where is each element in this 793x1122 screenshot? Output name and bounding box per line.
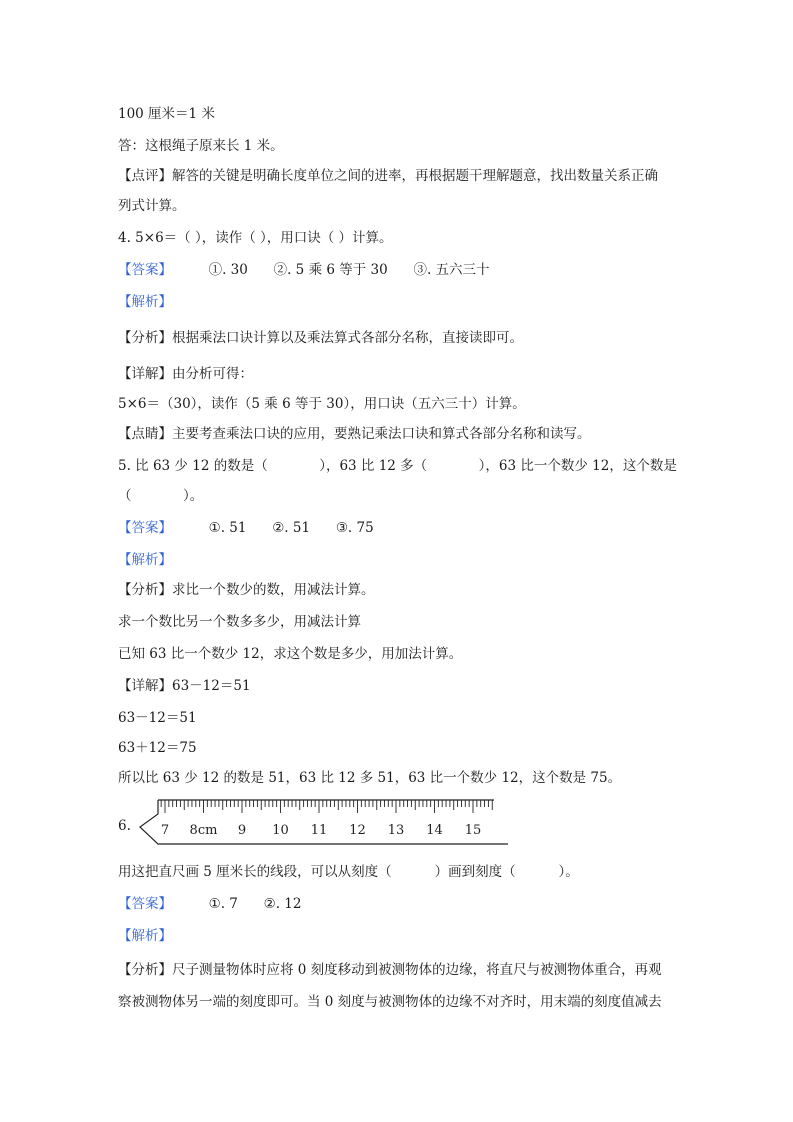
comment-line: 【点评】解答的关键是明确长度单位之间的进率，再根据题干理解题意，找出数量关系正确 <box>118 168 658 184</box>
calc-line: 63＋12＝75 <box>118 740 197 756</box>
answer-label: 【答案】 <box>118 896 172 912</box>
conclusion-line: 所以比 63 少 12 的数是 51，63 比 12 多 51，63 比一个数少 12，这个数是 75。 <box>118 770 622 786</box>
answer-6 <box>118 894 301 914</box>
question-4: 4. 5×6＝（ ），读作（ ），用口诀（ ）计算。 <box>118 230 393 246</box>
answer-label: 【答案】 <box>118 262 172 278</box>
analysis-line: 求一个数比另一个数多多少，用减法计算 <box>118 614 361 630</box>
ruler-label: 11 <box>310 823 328 838</box>
calc-line: 63－12＝51 <box>118 710 197 726</box>
answer-body: ①. 7 ②. 12 <box>208 896 302 912</box>
analysis-line: 已知 63 比一个数少 12，求这个数是多少，用加法计算。 <box>118 646 463 662</box>
ruler-label: 14 <box>426 823 443 838</box>
text-line: 列式计算。 <box>118 198 186 214</box>
analysis-line: 【分析】根据乘法口诀计算以及乘法算式各部分名称，直接读即可。 <box>118 330 523 346</box>
calc-line: 5×6＝（30），读作（5 乘 6 等于 30），用口诀（五六三十）计算。 <box>118 396 526 412</box>
answer-body: ①. 51 ②. 51 ③. 75 <box>208 520 374 536</box>
ruler-ticks <box>161 800 492 813</box>
text-line: 答：这根绳子原来长 1 米。 <box>118 138 284 154</box>
analysis-label: 【解析】 <box>118 928 172 944</box>
analysis-line: 【分析】尺子测量物体时应将 0 刻度移动到被测物体的边缘，将直尺与被测物体重合，再观 <box>118 962 662 978</box>
text-line: 100 厘米＝1 米 <box>118 106 215 122</box>
detail-line: 【详解】由分析可得： <box>118 366 253 382</box>
ruler-label: 8cm <box>189 823 218 838</box>
ruler-label: 7 <box>160 823 170 838</box>
analysis-line: 【分析】求比一个数少的数，用减法计算。 <box>118 582 375 598</box>
question-5-cont: （ ）。 <box>118 488 204 504</box>
answer-label: 【答案】 <box>118 520 172 536</box>
answer-5 <box>118 518 374 538</box>
ruler-label: 10 <box>272 823 289 838</box>
ruler-label: 15 <box>464 823 482 838</box>
analysis-line: 察被测物体另一端的刻度即可。当 0 刻度与被测物体的边缘不对齐时，用末端的刻度值减去 <box>118 994 662 1010</box>
answer-4 <box>118 260 490 280</box>
question-6-number: 6. <box>118 818 131 834</box>
analysis-label: 【解析】 <box>118 294 172 310</box>
ruler-image <box>118 792 508 852</box>
ruler-labels <box>161 823 481 838</box>
ruler-label: 9 <box>237 823 247 838</box>
detail-line: 【详解】63－12＝51 <box>118 678 251 694</box>
question-5: 5. 比 63 少 12 的数是（ ），63 比 12 多（ ），63 比一个数少 12，这个数是 <box>118 458 677 474</box>
note-line: 【点睛】主要考查乘法口诀的应用，要熟记乘法口诀和算式各部分名称和读写。 <box>118 426 591 442</box>
answer-body: ①. 30 ②. 5 乘 6 等于 30 ③. 五六三十 <box>208 262 490 278</box>
analysis-label: 【解析】 <box>118 552 172 568</box>
question-6: 用这把直尺画 5 厘米长的线段，可以从刻度（ ）画到刻度（ ）。 <box>118 864 579 880</box>
ruler-label: 12 <box>349 823 366 838</box>
ruler-label: 13 <box>387 823 405 838</box>
